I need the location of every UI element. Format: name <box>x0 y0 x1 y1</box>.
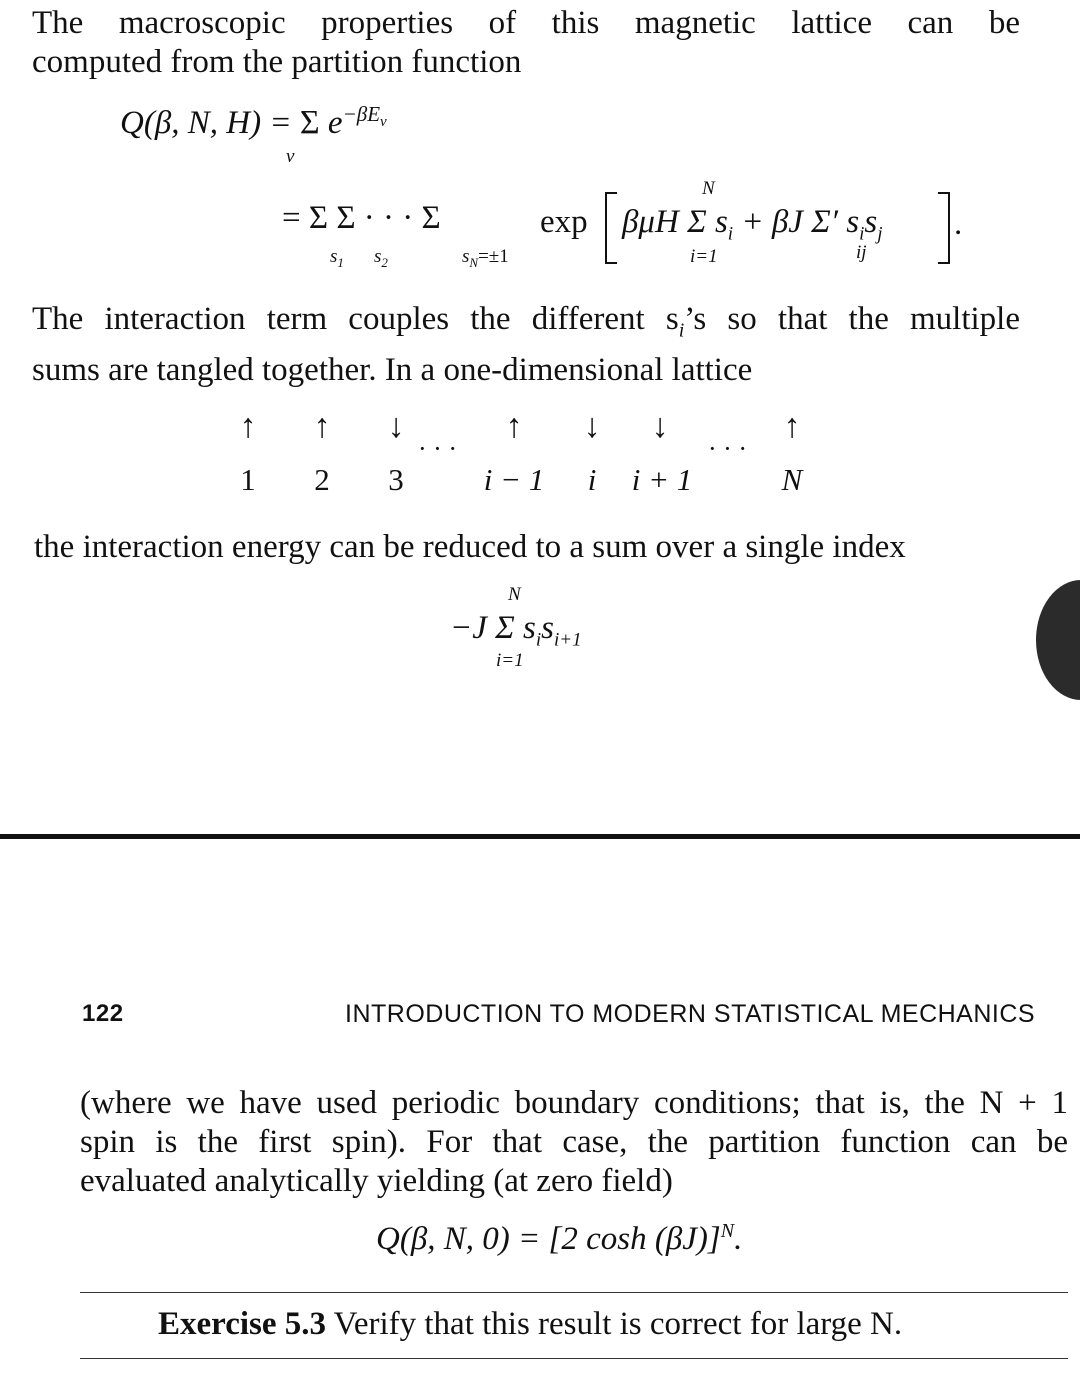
paragraph-line: The interaction term couples the different $s_i’s$ so that the multiple <box>32 301 1020 342</box>
sum-prefix: = Σ Σ · · · Σ <box>282 200 441 236</box>
sum-upper-limit: N <box>508 584 521 605</box>
spin-arrow-down: ↓ <box>651 408 669 445</box>
spin-arrow-up: ↑ <box>313 408 331 445</box>
bracket-content: βμH Σ $s_i + \beta J$ Σ′ $s_is_j$ <box>622 204 883 245</box>
spin-label: i + 1 <box>631 462 693 497</box>
spin-label: 2 <box>314 462 330 497</box>
sum-symbol: Σ <box>299 104 320 141</box>
left-bracket <box>605 192 617 264</box>
equation-interaction-energy: −J Σ $s_is_{i+1}$ <box>450 610 582 651</box>
page-tab-marker <box>1036 580 1080 700</box>
paragraph-line: evaluated analytically yielding (at zero field) <box>80 1163 673 1199</box>
exercise-label: Exercise 5.3 <box>158 1306 327 1342</box>
spin-arrow-up: ↑ <box>505 408 523 445</box>
spin-arrow-up: ↑ <box>783 408 801 445</box>
spin-label: i <box>587 462 597 497</box>
exercise-text: Verify that this result is correct for large N. <box>326 1306 903 1342</box>
exercise-top-rule <box>80 1292 1068 1293</box>
sum-index-s1: $s_1$ <box>330 246 344 270</box>
field-term: βμH Σ s <box>622 204 728 240</box>
paragraph-line: computed from the partition function <box>32 44 522 80</box>
exp-function: exp <box>540 204 588 240</box>
paragraph-line: (where we have used periodic boundary conditions; that is, the N + 1 <box>80 1085 1068 1121</box>
exercise <box>158 1306 902 1343</box>
equation-lhs: Q(β, N, H) = <box>120 105 300 141</box>
sum-index-s2: $s_2$ <box>374 246 388 270</box>
page-number: 122 <box>82 1000 124 1027</box>
ellipsis: · · · <box>418 434 457 463</box>
paragraph-line: The macroscopic properties of this magnetic lattice can be <box>32 5 1020 41</box>
spin-arrow-down: ↓ <box>387 408 405 445</box>
exponent: −βEν <box>342 102 387 131</box>
paragraph-single-index: the interaction energy can be reduced to a sum over a single index <box>34 529 906 565</box>
ellipsis: · · · <box>708 434 747 463</box>
coupling-term: + βJ Σ′ s <box>733 204 860 240</box>
paragraph-partition-intro <box>32 4 1020 82</box>
equation-partition-function <box>120 102 387 142</box>
equation-expanded-sum <box>282 200 441 237</box>
paragraph-line: sums are tangled together. In a one-dimensional lattice <box>32 351 753 388</box>
spin-label: 3 <box>388 462 404 497</box>
sum-lower-limit: i=1 <box>690 246 718 267</box>
right-bracket <box>938 192 950 264</box>
paragraph-periodic-boundary <box>80 1084 1068 1201</box>
spin-arrow-up: ↑ <box>239 408 257 445</box>
exercise-bottom-rule <box>80 1358 1068 1359</box>
sum-lower-ij: ij <box>856 242 867 263</box>
sum-index-sn: $s_N=\pm 1$ <box>462 246 509 270</box>
spin-label: i − 1 <box>483 462 545 497</box>
running-head: INTRODUCTION TO MODERN STATISTICAL MECHANICS <box>345 1000 1036 1028</box>
spin-arrow-down: ↓ <box>583 408 601 445</box>
sum-upper-limit: N <box>702 178 715 199</box>
paragraph-interaction-term <box>32 300 1020 390</box>
paragraph-line: spin is the first spin). For that case, the partition function can be <box>80 1124 1068 1160</box>
page-divider <box>0 834 1080 839</box>
spin-label: N <box>781 462 803 497</box>
spin-label: 1 <box>240 462 256 497</box>
sum-index-nu: ν <box>286 146 295 167</box>
equation-period: . <box>954 206 963 242</box>
equation-zero-field-result: Q(β, N, 0) = [2 cosh (βJ)]$^N$. <box>376 1220 743 1257</box>
exponential-base: e <box>327 105 343 141</box>
sum-lower-limit: i=1 <box>496 650 524 671</box>
